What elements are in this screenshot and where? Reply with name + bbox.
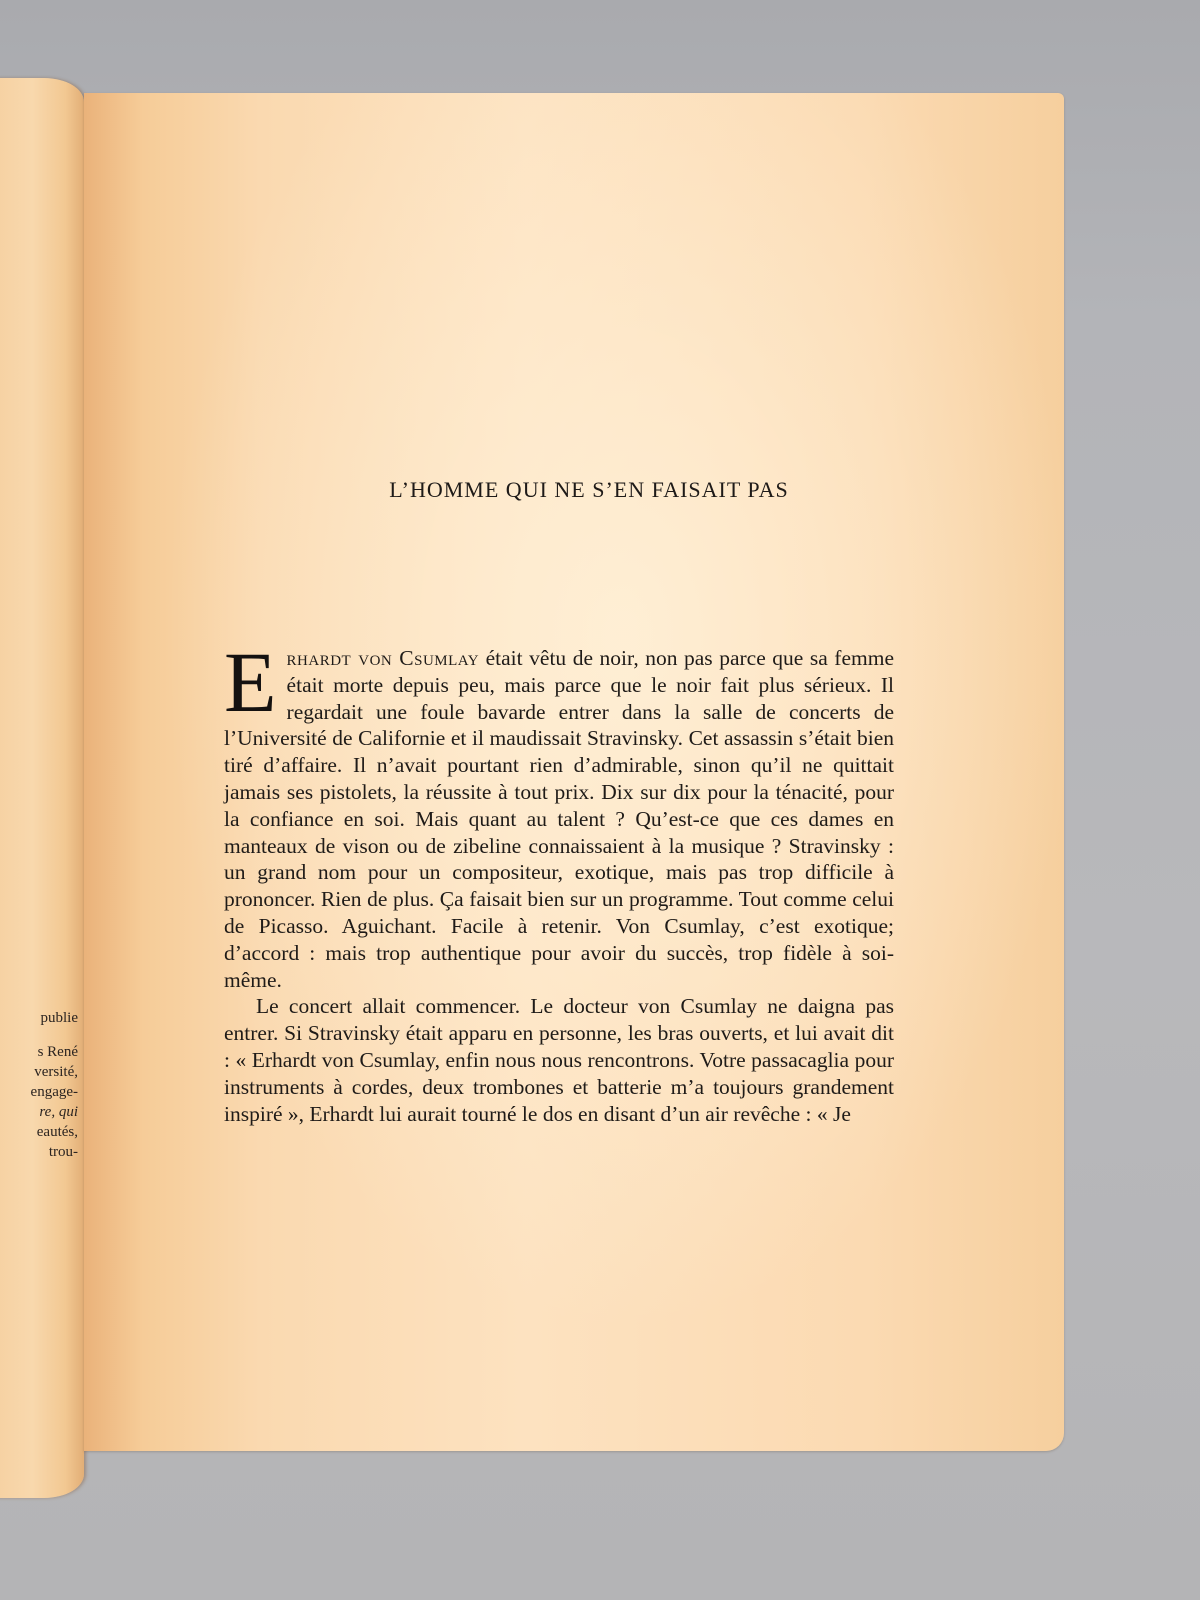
body-text: [224, 634, 894, 1127]
left-page: [0, 78, 84, 1498]
left-page-text: [0, 1008, 78, 1162]
paragraph-1: [224, 634, 894, 993]
left-line: eautés,: [36, 1124, 78, 1140]
left-line-gap: [0, 1028, 78, 1042]
main-page: [84, 93, 1064, 1451]
paragraph-2: Le concert allait commencer. Le docteur von Csumlay ne daigna pas entrer. Si Stravinsky était apparu en personne, les bras ouverts, et lui avait dit : « Erhardt von Csumlay, enfin nous nous rencontrons. Votre passacaglia pour instruments à cordes, deux trombones et batterie m’a toujours grandement inspiré », Erhardt lui aurait tourné le dos en disant d’un air revêche : « Je: [224, 994, 894, 1126]
drop-cap: E: [224, 634, 277, 730]
left-line: re, qui: [39, 1104, 78, 1120]
left-line: engage-: [30, 1084, 78, 1100]
left-line: trou-: [48, 1144, 78, 1160]
left-line: publie: [40, 1010, 78, 1026]
paragraph-1-text: était vêtu de noir, non pas parce que sa femme était morte depuis peu, mais parce que le noir fait plus sérieux. Il regardait une foule bavarde entrer dans la salle de concerts de l’Université de Californie et il maudissait Stravinsky. Cet assassin s’était bien tiré d’affaire. Il n’avait pourtant rien d’admirable, sinon qu’il ne quittait jamais ses pistolets, la réussite à tout prix. Dix sur dix pour la ténacité, pour la confiance en soi. Mais quant au talent ? Qu’est-ce que ces dames en manteaux de vison ou de zibeline connaissaient à la musique ? Stravinsky : un grand nom pour un compositeur, exotique, mais pas trop difficile à prononcer. Rien de plus. Ça faisait bien sur un programme. Tout comme celui de Picasso. Aguichant. Facile à retenir. Von Csumlay, c’est exotique; d’accord : mais trop authentique pour avoir du succès, trop fidèle à soi-même.: [224, 646, 894, 992]
left-line: versité,: [34, 1064, 78, 1080]
opening-smallcaps: rhardt von Csumlay: [286, 646, 480, 670]
left-line: s René: [37, 1044, 78, 1060]
chapter-title: L’HOMME QUI NE S’EN FAISAIT PAS: [389, 477, 789, 502]
